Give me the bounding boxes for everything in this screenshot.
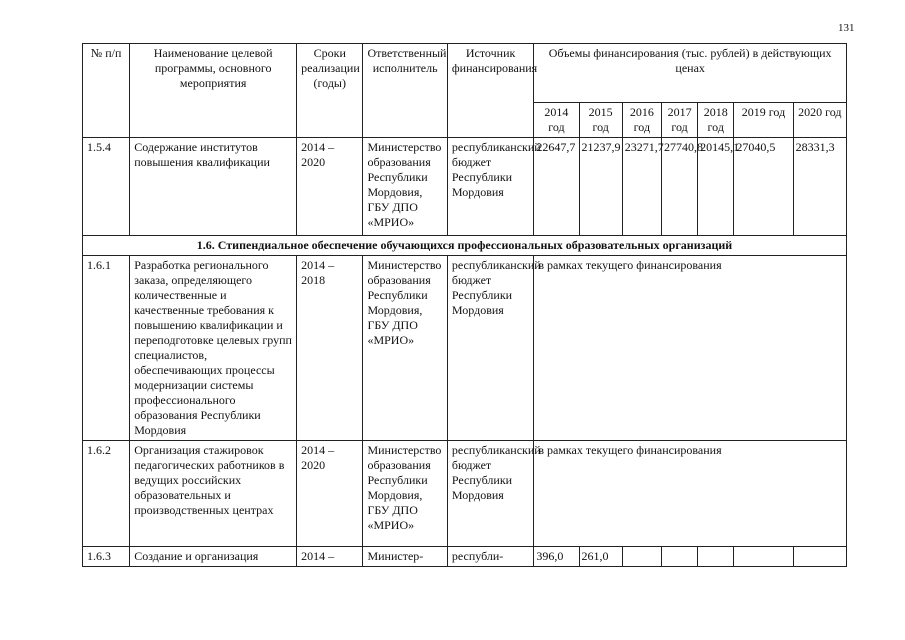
table-row (83, 256, 847, 441)
header-funding: Объемы финансирования (тыс. рублей) в действующих ценах (534, 44, 847, 103)
value-2018 (698, 547, 734, 567)
table-row (83, 138, 847, 236)
page-number: 131 (838, 22, 855, 34)
header-period: Сроки реализации (годы) (297, 44, 363, 138)
row-executor: Министерство образования Республики Мордовия, ГБУ ДПО «МРИО» (363, 138, 447, 236)
section-title: 1.6. Стипендиальное обеспечение обучающихся профессиональных образовательных организаций (83, 236, 847, 256)
row-name: Организация стажировок педагогических работников в ведущих российских образовательных и производственных центрах (130, 441, 297, 547)
value-2016 (622, 547, 661, 567)
year-2014: 2014 год (534, 103, 579, 138)
value-2020: 28331,3 (793, 138, 846, 236)
table-row (83, 441, 847, 547)
row-name: Создание и организация (130, 547, 297, 567)
row-name: Содержание институтов повышения квалификации (130, 138, 297, 236)
row-executor: Министерство образования Республики Мордовия, ГБУ ДПО «МРИО» (363, 256, 447, 441)
row-period: 2014 – 2020 (297, 138, 363, 236)
value-2016: 23271,7 (622, 138, 661, 236)
value-2014: 396,0 (534, 547, 579, 567)
year-2017: 2017 год (661, 103, 697, 138)
value-2014: 22647,7 (534, 138, 579, 236)
value-2018: 20145,1 (698, 138, 734, 236)
value-2019 (734, 547, 793, 567)
funding-table (82, 43, 847, 567)
header-row (83, 44, 847, 103)
row-period: 2014 – (297, 547, 363, 567)
row-period: 2014 – 2020 (297, 441, 363, 547)
header-executor: Ответственный исполнитель (363, 44, 447, 138)
row-name: Разработка регионального заказа, определяющего количественные и качественные требования к повышению квалификации и переподготовке целевых групп специалистов, обеспечивающих процессы модернизации системы профессионального образования Республики Мордовия (130, 256, 297, 441)
value-2020 (793, 547, 846, 567)
row-period: 2014 – 2018 (297, 256, 363, 441)
value-2017: 27740,8 (661, 138, 697, 236)
value-2015: 261,0 (579, 547, 622, 567)
header-name: Наименование целевой программы, основного мероприятия (130, 44, 297, 138)
funding-note: в рамках текущего финансирования (534, 441, 847, 547)
year-2015: 2015 год (579, 103, 622, 138)
year-2020: 2020 год (793, 103, 846, 138)
row-num: 1.5.4 (83, 138, 130, 236)
value-2017 (661, 547, 697, 567)
row-source: республиканский бюджет Республики Мордовия (447, 441, 533, 547)
funding-note: в рамках текущего финансирования (534, 256, 847, 441)
row-num: 1.6.1 (83, 256, 130, 441)
row-num: 1.6.2 (83, 441, 130, 547)
year-2018: 2018 год (698, 103, 734, 138)
value-2019: 27040,5 (734, 138, 793, 236)
value-2015: 21237,9 (579, 138, 622, 236)
row-source: республиканский бюджет Республики Мордовия (447, 138, 533, 236)
row-executor: Министерство образования Республики Мордовия, ГБУ ДПО «МРИО» (363, 441, 447, 547)
row-source: республиканский бюджет Республики Мордовия (447, 256, 533, 441)
row-executor: Министер- (363, 547, 447, 567)
row-source: республи- (447, 547, 533, 567)
table-row (83, 547, 847, 567)
header-num: № п/п (83, 44, 130, 138)
row-num: 1.6.3 (83, 547, 130, 567)
year-2019: 2019 год (734, 103, 793, 138)
year-2016: 2016 год (622, 103, 661, 138)
section-row (83, 236, 847, 256)
header-source: Источник финансирования (447, 44, 533, 138)
